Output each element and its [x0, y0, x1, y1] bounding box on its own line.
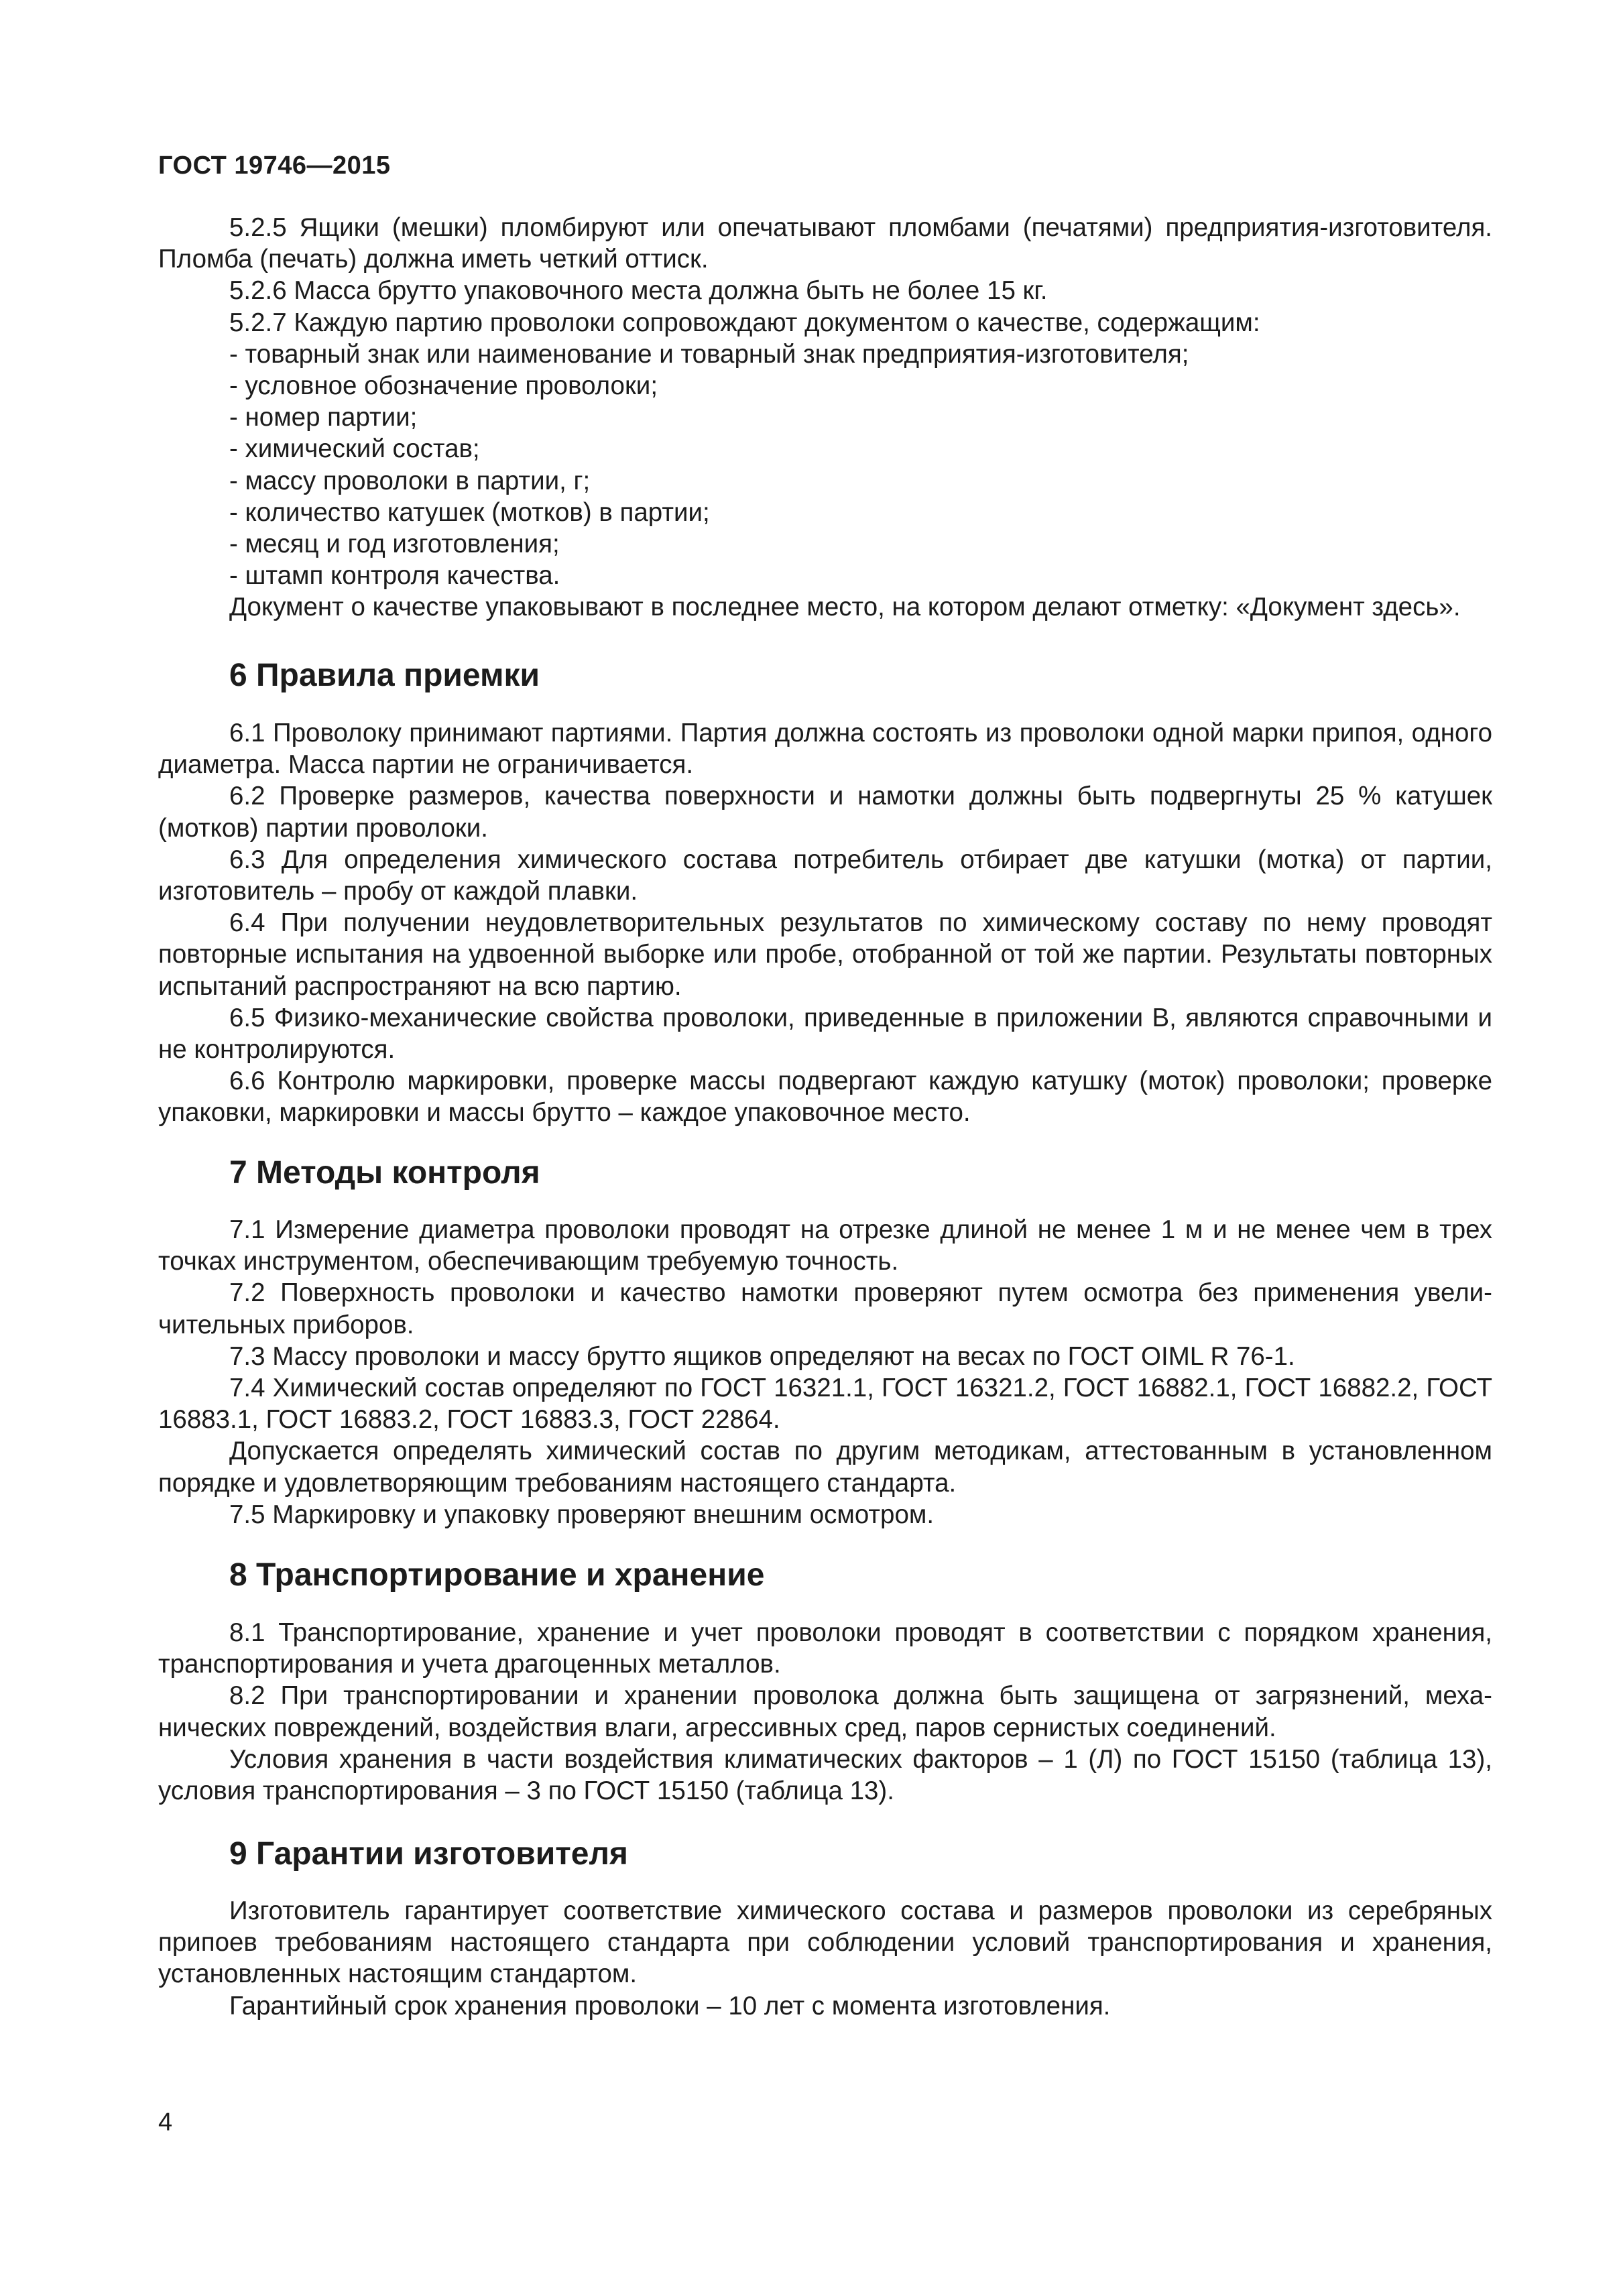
document-header: ГОСТ 19746—2015	[158, 152, 391, 180]
paragraph-9-1: Изготовитель гарантирует соответствие химического состава и размеров проволоки из серебряных припоев требованиям настоящего стандарта при соблюдении условий транспортирования и хранения, установленных настоящим стандартом.	[158, 1896, 1492, 1989]
list-item: - условное обозначение проволоки;	[229, 371, 658, 401]
paragraph-9-2: Гарантийный срок хранения проволоки – 10 лет с момента изготовления.	[229, 1991, 1111, 2020]
paragraph-8-2-note: Условия хранения в части воздействия климатических факторов – 1 (Л) по ГОСТ 15150 (таблица 13), условия транспортирования – 3 по ГОСТ 15150 (таблица 13).	[158, 1744, 1492, 1806]
section-5-2-continuation	[158, 212, 1492, 623]
paragraph-6-5: 6.5 Физико-механические свойства проволоки, приведенные в приложении В, являются справочными и не контролируются.	[158, 1003, 1492, 1065]
paragraph-quality-document: Документ о качестве упаковывают в последнее место, на котором делают отметку: «Документ здесь».	[229, 593, 1461, 622]
section-9-heading: 9 Гарантии изготовителя	[229, 1836, 628, 1872]
paragraph-6-6: 6.6 Контролю маркировки, проверке массы подвергают каждую катушку (моток) проволоки; проверке упаковки, маркировки и массы брутто – каждое упаковочное место.	[158, 1067, 1492, 1128]
paragraph-6-1: 6.1 Проволоку принимают партиями. Партия должна состоять из проволоки одной марки припоя, одного диаметра. Масса партии не ограничивается.	[158, 719, 1492, 780]
section-7-heading: 7 Методы контроля	[229, 1155, 540, 1191]
paragraph-7-3: 7.3 Массу проволоки и массу брутто ящиков определяют на весах по ГОСТ OIML R 76-1.	[229, 1341, 1295, 1371]
paragraph-7-4-note: Допускается определять химический состав по другим методикам, аттестованным в установленном порядке и удовлетворяющим требованиям настоящего стандарта.	[158, 1437, 1492, 1498]
paragraph-5-2-7: 5.2.7 Каждую партию проволоки сопровождают документом о качестве, содержащим:	[229, 308, 1260, 337]
section-6-body	[158, 717, 1492, 1129]
list-item: - месяц и год изготовления;	[229, 530, 560, 559]
section-8-body	[158, 1617, 1492, 1807]
section-6-heading: 6 Правила приемки	[229, 658, 540, 693]
list-item: - товарный знак или наименование и товарный знак предприятия-изготовителя;	[229, 339, 1189, 369]
paragraph-6-2: 6.2 Проверке размеров, качества поверхности и намотки должны быть подвергнуты 25 % катушек (мотков) партии проволоки.	[158, 782, 1492, 843]
list-item: - штамп контроля качества.	[229, 561, 560, 591]
paragraph-7-1: 7.1 Измерение диаметра проволоки проводят на отрезке длиной не менее 1 м и не менее чем в трех точках инструментом, обеспечивающим требуемую точность.	[158, 1215, 1492, 1276]
paragraph-7-2: 7.2 Поверхность проволоки и качество намотки проверяют путем осмотра без применения увеличительных приборов.	[158, 1278, 1492, 1339]
page-number: 4	[158, 2108, 173, 2136]
list-item: - количество катушек (мотков) в партии;	[229, 497, 710, 527]
section-9-body	[158, 1895, 1492, 2022]
section-7-body	[158, 1214, 1492, 1530]
paragraph-7-5: 7.5 Маркировку и упаковку проверяют внешним осмотром.	[229, 1500, 935, 1529]
paragraph-5-2-5: 5.2.5 Ящики (мешки) пломбируют или опечатывают пломбами (печатями) предприятия-изготовителя. Пломба (печать) должна иметь четкий оттиск.	[158, 213, 1492, 274]
paragraph-5-2-6: 5.2.6 Масса брутто упаковочного места должна быть не более 15 кг.	[229, 276, 1048, 306]
paragraph-7-4: 7.4 Химический состав определяют по ГОСТ 16321.1, ГОСТ 16321.2, ГОСТ 16882.1, ГОСТ 16882.2, ГОСТ 16883.1, ГОСТ 16883.2, ГОСТ 16883.3, ГОСТ 22864.	[158, 1374, 1492, 1435]
paragraph-6-3: 6.3 Для определения химического состава потребитель отбирает две катушки (мотка) от партии, изготовитель – пробу от каждой плавки.	[158, 845, 1492, 906]
list-item: - химический состав;	[229, 434, 480, 464]
list-item: - массу проволоки в партии, г;	[229, 466, 591, 495]
paragraph-6-4: 6.4 При получении неудовлетворительных результатов по химическому составу по нему проводят повторные испытания на удвоенной выборке или пробе, отобранной от той же партии. Результаты повторных испытаний распространяют на всю партию.	[158, 908, 1492, 1001]
paragraph-8-2: 8.2 При транспортировании и хранении проволока должна быть защищена от загрязнений, механических повреждений, воздействия влаги, агрессивных сред, паров сернистых соединений.	[158, 1681, 1492, 1742]
paragraph-8-1: 8.1 Транспортирование, хранение и учет проволоки проводят в соответствии с порядком хранения, транспортирования и учета драгоценных металлов.	[158, 1618, 1492, 1679]
section-8-heading: 8 Транспортирование и хранение	[229, 1557, 765, 1593]
list-item: - номер партии;	[229, 403, 418, 432]
